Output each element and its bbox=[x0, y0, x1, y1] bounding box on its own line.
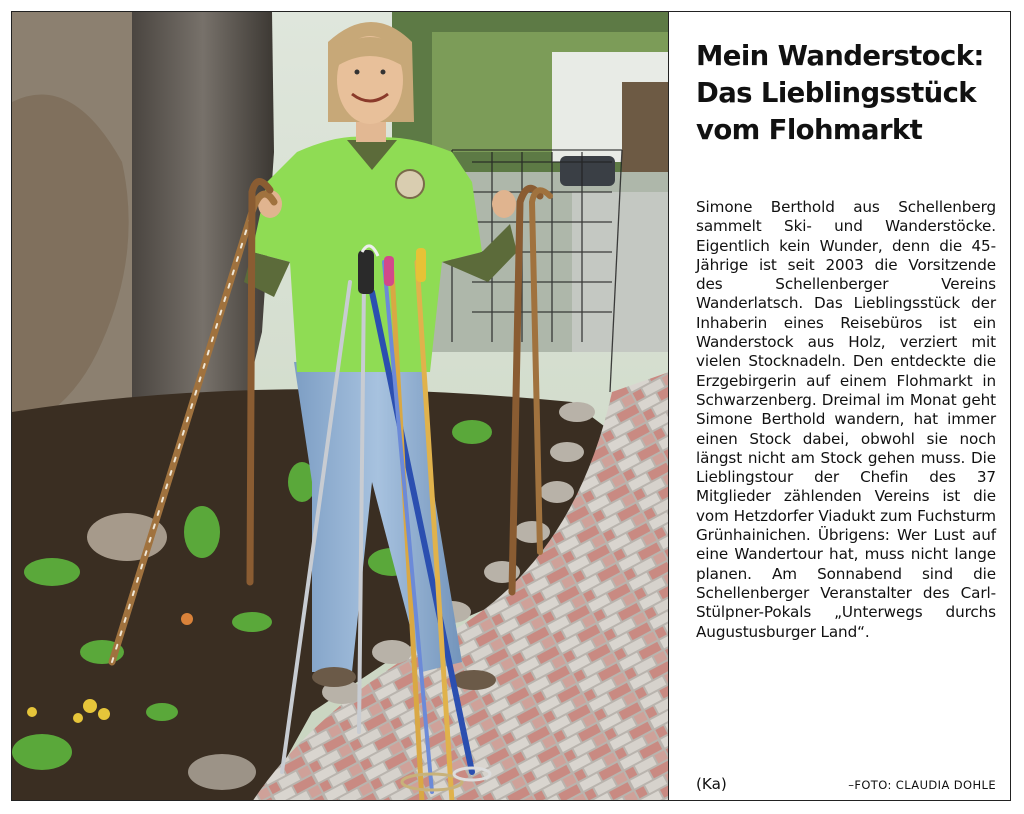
article-frame bbox=[11, 11, 1011, 801]
photo-credit: –FOTO: CLAUDIA DOHLE bbox=[848, 778, 996, 792]
article-body: Simone Berthold aus Schellenberg sammelt Ski- und Wanderstöcke. Eigentlich kein Wunder, denn die 45-Jährige ist seit 2003 die Vorsitzende des Schellenberger Vereins Wanderlatsch. Das Lieblingsstück der Inhaberin eines Reisebüros ist ein Wanderstock aus Holz, verziert mit vielen Stocknadeln. Den entdeckte die Erzgebirgerin auf einem Flohmarkt in Schwarzenberg. Dreimal im Monat geht Simone Berthold wandern, hat immer einen Stock dabei, obwohl sie noch längst nicht am Stock gehen muss. Die Lieblingstour der Chefin des 37 Mitglieder zählenden Vereins ist die vom Hetzdorfer Viadukt zum Fuchsturm Grünhainichen. Übrigens: Wer Lust auf eine Wandertour hat, muss nicht lange planen. Am Sonnabend sind die Schellenberger Veranstalter des Carl-Stülpner-Pokals „Unterwegs durchs Augustusburger Land“. bbox=[696, 198, 996, 641]
article-text-column bbox=[682, 12, 1002, 800]
article-photo bbox=[12, 12, 669, 800]
author-initials: (Ka) bbox=[696, 775, 727, 793]
article-footer bbox=[696, 775, 996, 793]
photo-illustration bbox=[12, 12, 669, 800]
article-headline: Mein Wanderstock: Das Lieblingsstück vom Flohmarkt bbox=[696, 40, 984, 146]
